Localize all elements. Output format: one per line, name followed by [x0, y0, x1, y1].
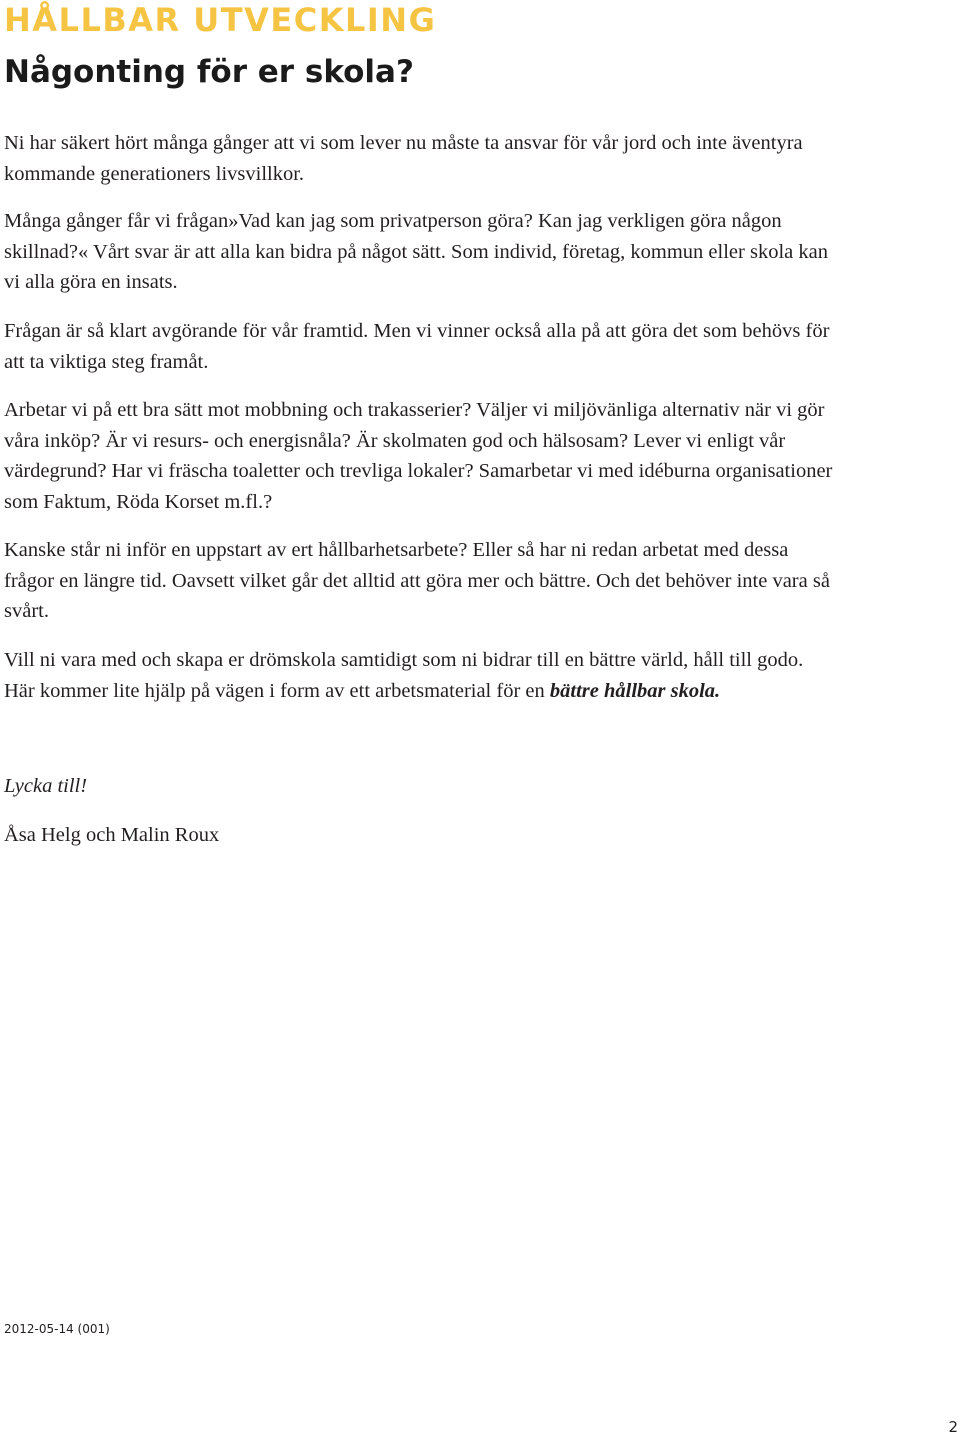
invitation-emphasis: bättre hållbar skola. [549, 679, 721, 702]
sign-off: Lycka till! [4, 775, 88, 797]
intro-paragraph: Ni har säkert hört många gånger att vi som lever nu måste ta ansvar för vår jord och inte äventyra kommande generationers livsvillkor. [4, 132, 803, 185]
page-title: Någonting för er skola? [4, 54, 414, 90]
invitation-text: Vill ni vara med och skapa er drömskola samtidigt som ni bidrar till en bättre värld, håll till godo. Här kommer lite hjälp på vägen i form av ett arbetsmaterial för en [4, 649, 804, 702]
section-kicker: HÅLLBAR UTVECKLING [4, 1, 437, 39]
document-date: 2012-05-14 (001) [4, 1322, 110, 1336]
question-paragraph: Många gånger får vi frågan»Vad kan jag som privatperson göra? Kan jag verkligen göra någon skillnad?« Vårt svar är att alla kan bidra på något sätt. Som individ, företag, kommun eller skola kan vi alla göra en insats. [4, 210, 828, 293]
invitation-paragraph [4, 645, 834, 706]
page-number: 2 [948, 1418, 958, 1436]
startup-paragraph: Kanske står ni inför en uppstart av ert hållbarhetsarbete? Eller så har ni redan arbetat med dessa frågor en längre tid. Oavsett vilket går det alltid att göra mer och bättre. Och det behöver inte vara så svårt. [4, 539, 830, 622]
checklist-paragraph: Arbetar vi på ett bra sätt mot mobbning och trakasserier? Väljer vi miljövänliga alternativ när vi gör våra inköp? Är vi resurs- och energisnåla? Är skolmaten god och hälsosam? Lever vi enligt vår värdegrund? Har vi fräscha toaletter och trevliga lokaler? Samarbetar vi med idéburna organisationer som Faktum, Röda Korset m.fl.? [4, 399, 833, 513]
future-paragraph: Frågan är så klart avgörande för vår framtid. Men vi vinner också alla på att göra det som behövs för att ta viktiga steg framåt. [4, 320, 830, 373]
authors: Åsa Helg och Malin Roux [4, 824, 220, 846]
